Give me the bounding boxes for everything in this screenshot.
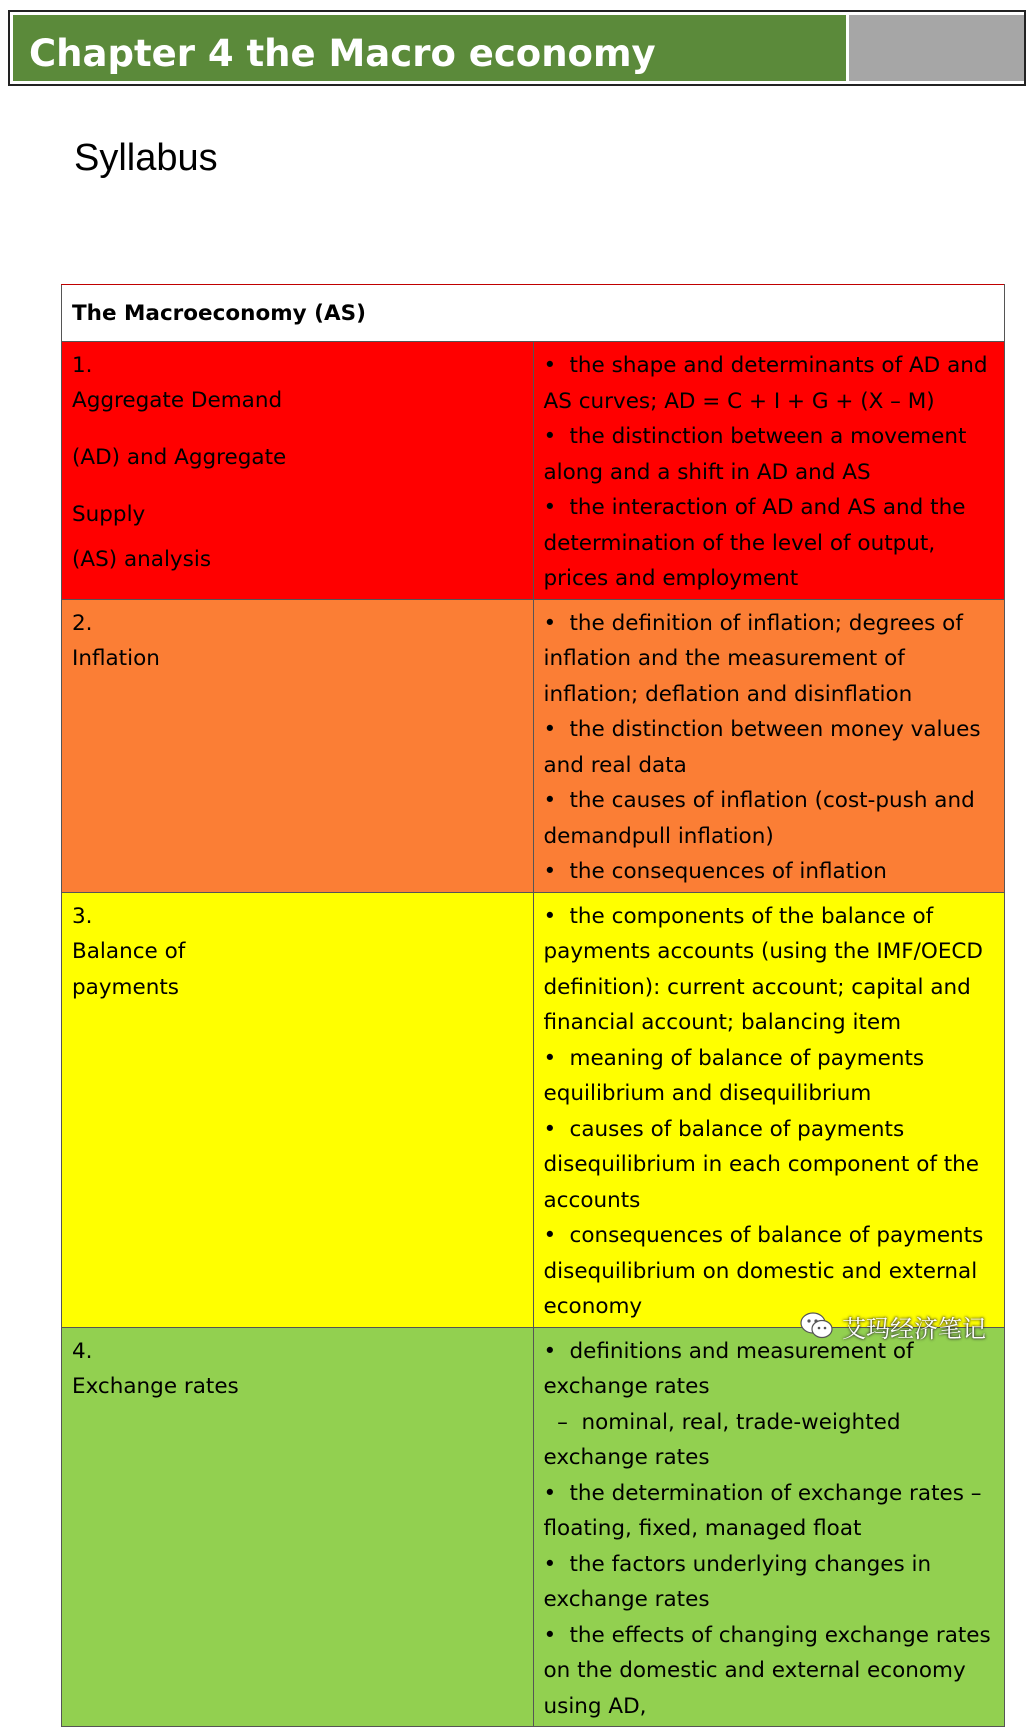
topic-title-line: (AD) and Aggregate [72, 444, 287, 470]
list-item: • the distinction between money values and real data [544, 712, 997, 783]
list-item: • the factors underlying changes in exchange rates [544, 1547, 997, 1618]
topic-title-line: payments [72, 974, 179, 1000]
topic-title-line: Inflation [72, 646, 160, 671]
topic-cell [62, 892, 534, 1327]
bullet-icon: • [543, 353, 557, 378]
topic-number: 3. [72, 903, 93, 929]
bullet-icon: • [543, 1551, 557, 1577]
topic-number: 4. [72, 1338, 93, 1364]
table-header: The Macroeconomy (AS) [62, 285, 1005, 342]
list-item: • the distinction between a movement along and a shift in AD and AS [544, 419, 997, 490]
bullet-icon: • [543, 1223, 557, 1248]
bullet-icon: • [543, 1338, 557, 1364]
banner-side-block [849, 15, 1024, 81]
topic-number: 2. [72, 610, 93, 636]
bullet-icon: • [543, 1622, 557, 1648]
content-cell [533, 342, 1005, 600]
content-cell [533, 892, 1005, 1327]
bullet-icon: • [543, 610, 557, 636]
bullet-icon: • [543, 717, 557, 742]
bullet-icon: • [543, 1045, 557, 1071]
table-row [62, 1327, 1005, 1727]
bullet-icon: • [543, 1480, 557, 1506]
list-item: • the determination of exchange rates – floating, fixed, managed float [544, 1476, 997, 1547]
bullet-icon: • [543, 859, 557, 884]
topic-title-line: Exchange rates [72, 1374, 239, 1399]
wechat-icon [800, 1311, 834, 1341]
table-header-row [62, 285, 1005, 342]
syllabus-heading: Syllabus [74, 137, 218, 179]
list-item: • meaning of balance of payments equilibrium and disequilibrium [544, 1041, 997, 1112]
list-item: • the consequences of inflation [544, 854, 997, 890]
topic-title-line: Balance of [72, 939, 186, 964]
list-item: • the components of the balance of payments accounts (using the IMF/OECD definition): current account; capital and financial account; balancing item [544, 899, 997, 1041]
table-row [62, 599, 1005, 892]
topic-number: 1. [72, 353, 93, 378]
topic-cell [62, 599, 534, 892]
syllabus-table [61, 284, 1005, 1727]
list-item: • causes of balance of payments disequilibrium in each component of the accounts [544, 1112, 997, 1219]
list-item: • the causes of inflation (cost-push and demandpull inflation) [544, 783, 997, 854]
bullet-icon: • [543, 788, 557, 813]
bullet-icon: • [543, 424, 557, 449]
list-item: • the shape and determinants of AD and AS curves; AD = C + I + G + (X – M) [544, 348, 997, 419]
chapter-banner [8, 10, 1026, 86]
topic-title-line: Supply [72, 501, 146, 527]
bullet-icon: • [543, 903, 557, 929]
topic-title-line: Aggregate Demand [72, 387, 283, 413]
table-row [62, 342, 1005, 600]
sub-list-item: – nominal, real, trade-weighted exchange rates [544, 1405, 997, 1476]
topic-cell [62, 342, 534, 600]
list-item: • consequences of balance of payments disequilibrium on domestic and external economy [544, 1218, 997, 1325]
banner-title-block [13, 15, 846, 81]
list-item: • the definition of inflation; degrees of inflation and the measurement of inflation; deflation and disinflation [544, 606, 997, 713]
table-row [62, 892, 1005, 1327]
list-item: • definitions and measurement of exchange rates [544, 1334, 997, 1405]
content-cell [533, 599, 1005, 892]
topic-cell [62, 1327, 534, 1727]
watermark-text: 艾玛经济笔记 [842, 1314, 986, 1343]
bullet-icon: • [543, 495, 557, 520]
list-item: • the interaction of AD and AS and the determination of the level of output, prices and employment [544, 490, 997, 597]
dash-icon: – [557, 1409, 568, 1435]
bullet-icon: • [543, 1116, 557, 1142]
content-cell [533, 1327, 1005, 1727]
watermark [800, 1306, 986, 1346]
chapter-title: Chapter 4 the Macro economy [29, 32, 656, 75]
topic-title-line: (AS) analysis [72, 546, 212, 572]
list-item: • the effects of changing exchange rates on the domestic and external economy using AD, [544, 1618, 997, 1725]
